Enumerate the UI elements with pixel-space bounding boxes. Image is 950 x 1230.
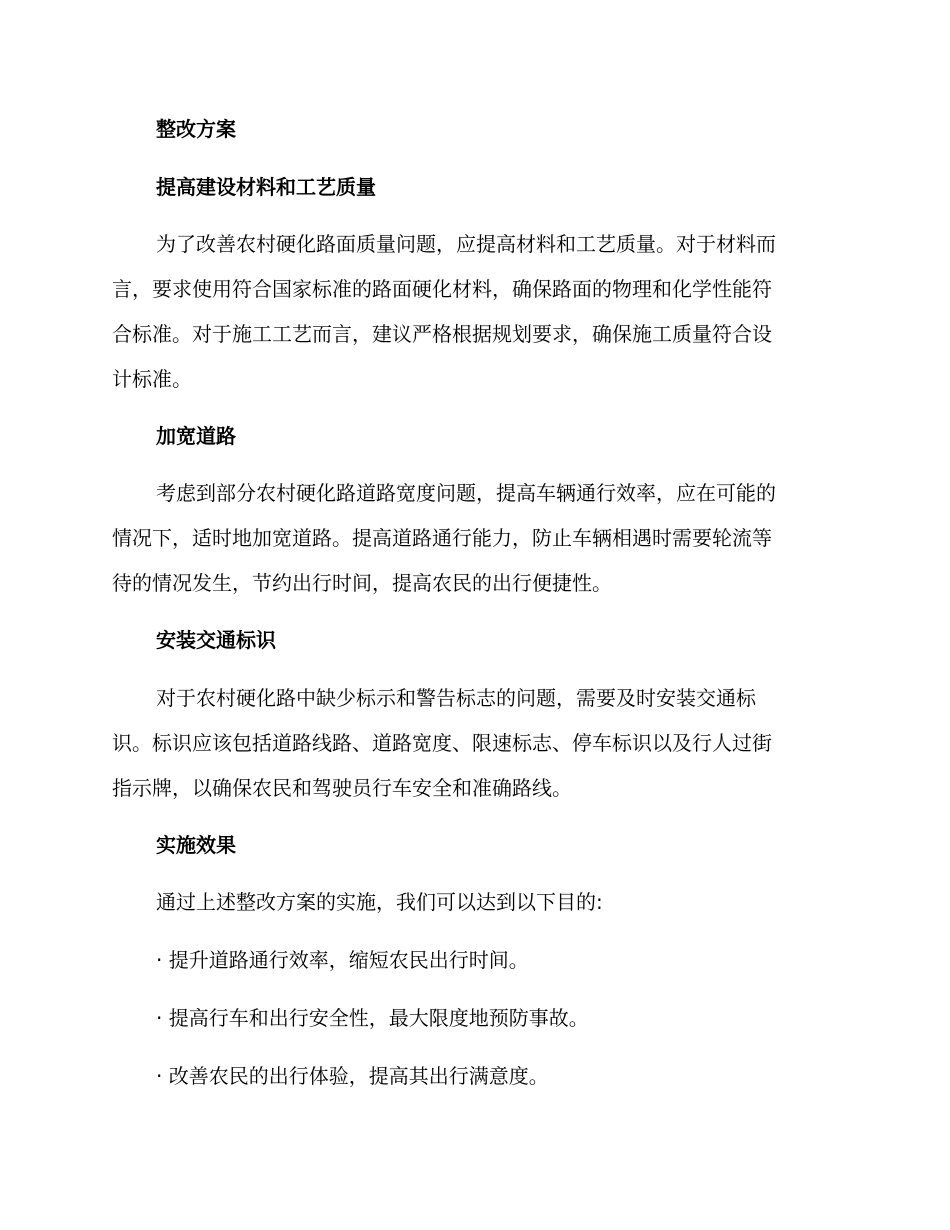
paragraph-line: 通过上述整改方案的实施，我们可以达到以下目的: bbox=[156, 890, 603, 914]
paragraph-line: 考虑到部分农村硬化路道路宽度问题，提高车辆通行效率，应在可能的 bbox=[156, 481, 776, 505]
paragraph-line: 指示牌，以确保农民和驾驶员行车安全和准确路线。 bbox=[112, 776, 572, 800]
paragraph-line: 对于农村硬化路中缺少标示和警告标志的问题，需要及时安装交通标 bbox=[156, 686, 756, 710]
paragraph-line: 情况下，适时地加宽道路。提高道路通行能力，防止车辆相遇时需要轮流等 bbox=[112, 526, 772, 550]
paragraph-line: 待的情况发生，节约出行时间，提高农民的出行便捷性。 bbox=[112, 571, 612, 595]
paragraph-line: 言，要求使用符合国家标准的路面硬化材料，确保路面的物理和化学性能符 bbox=[112, 277, 772, 301]
paragraph-line: 合标准。对于施工工艺而言，建议严格根据规划要求，确保施工质量符合设 bbox=[112, 322, 772, 346]
paragraph-line: 为了改善农村硬化路面质量问题，应提高材料和工艺质量。对于材料而 bbox=[156, 232, 776, 256]
list-item: · 提升道路通行效率，缩短农民出行时间。 bbox=[156, 948, 529, 972]
paragraph-line: 计标准。 bbox=[112, 367, 192, 391]
subsection-heading-effects: 实施效果 bbox=[156, 833, 236, 857]
paragraph-line: 识。标识应该包括道路线路、道路宽度、限速标志、停车标识以及行人过街 bbox=[112, 731, 772, 755]
list-item: · 提高行车和出行安全性，最大限度地预防事故。 bbox=[156, 1006, 589, 1030]
subsection-heading-materials: 提高建设材料和工艺质量 bbox=[156, 175, 376, 199]
subsection-heading-traffic-signs: 安装交通标识 bbox=[156, 628, 276, 652]
subsection-heading-widen-road: 加宽道路 bbox=[156, 424, 236, 448]
list-item: · 改善农民的出行体验，提高其出行满意度。 bbox=[156, 1064, 549, 1088]
section-title: 整改方案 bbox=[156, 117, 236, 141]
